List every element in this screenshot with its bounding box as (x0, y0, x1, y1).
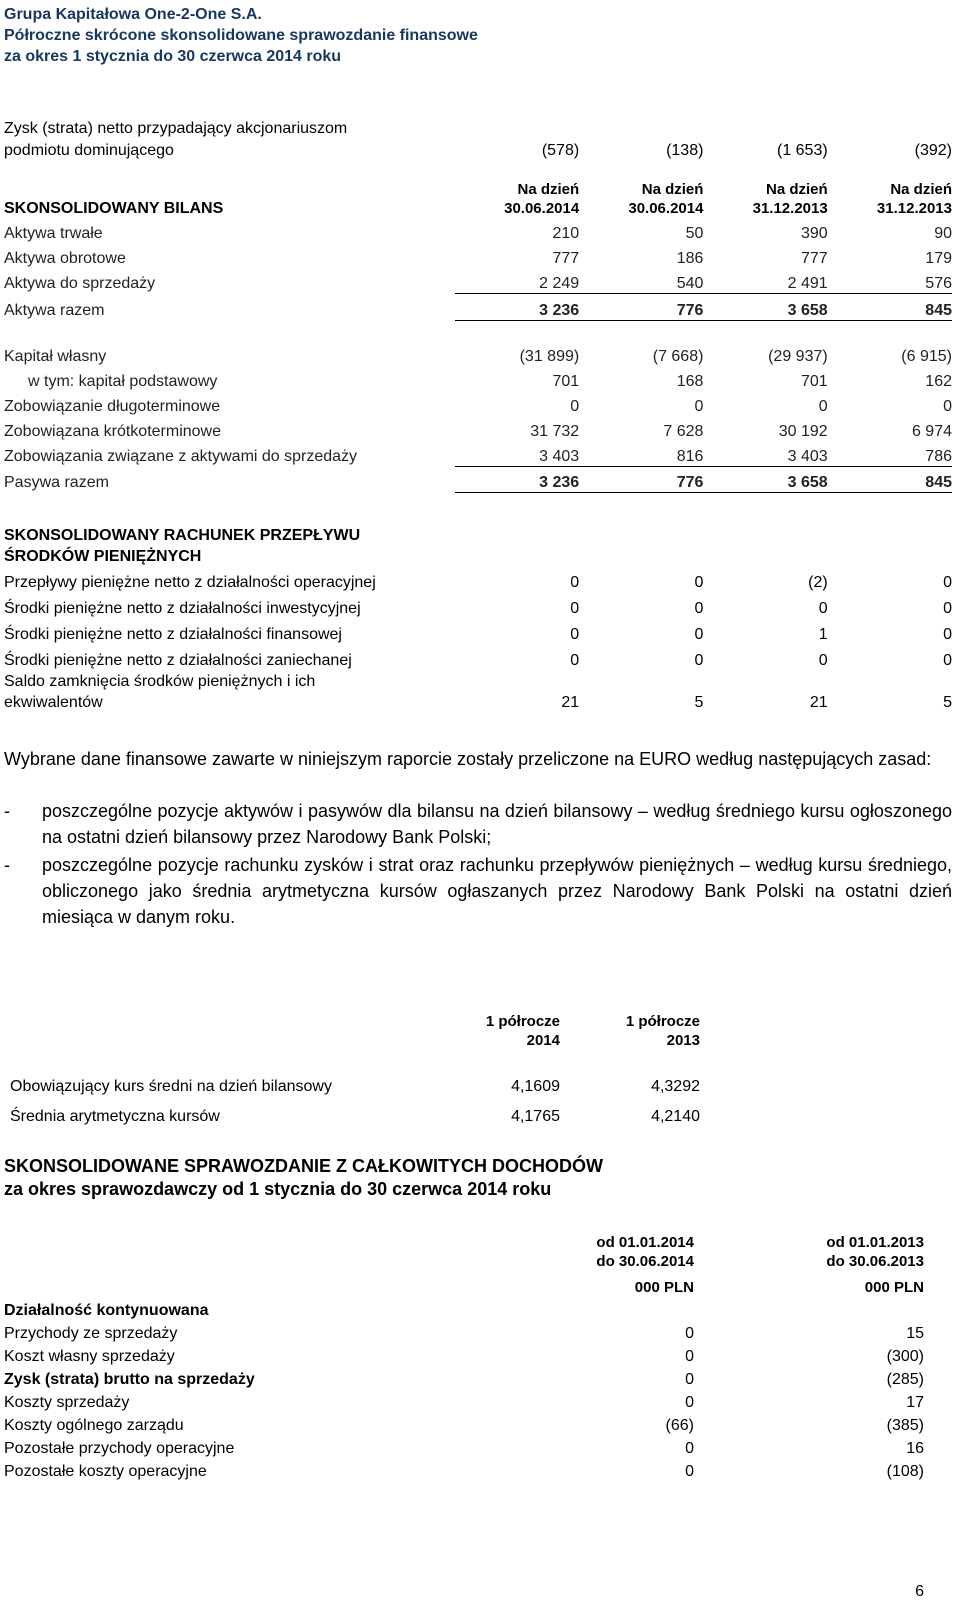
table-row (10, 1096, 700, 1126)
report-period: za okres 1 stycznia do 30 czerwca 2014 roku (4, 48, 342, 65)
cell: (2) (808, 574, 828, 591)
cashflow-title-line2: ŚRODKÓW PIENIĘŻNYCH (4, 548, 202, 565)
cell: 786 (828, 441, 952, 466)
col-label: od 01.01.2014 (596, 1234, 694, 1251)
row-label: Pozostałe przychody operacyjne (4, 1440, 235, 1457)
col-label: 1 półrocze (625, 1013, 700, 1030)
cell: 776 (579, 293, 703, 320)
income-title: SKONSOLIDOWANE SPRAWOZDANIE Z CAŁKOWITYCH DOCHODÓW (4, 1156, 603, 1176)
cell: 186 (676, 250, 704, 267)
cell: 4,1765 (511, 1108, 560, 1125)
balance-table (4, 118, 952, 712)
exchange-rates-table (10, 1006, 700, 1126)
row-label: Średnia arytmetyczna kursów (10, 1108, 220, 1125)
result-label-line1: Zysk (strata) netto przypadający akcjonariuszom (4, 120, 348, 137)
cell: 7 628 (663, 423, 704, 440)
cell: 30 192 (778, 423, 828, 440)
rule-text: poszczególne pozycje aktywów i pasywów dla bilansu na dzień bilansowy – według średniego kursu ogłoszonego na ostatni dzień bilansowy przez Narodowy Bank Polski; (42, 801, 952, 847)
cell: 0 (685, 1440, 694, 1457)
table-row (4, 1458, 924, 1481)
table-row (4, 524, 952, 545)
table-row (4, 1412, 924, 1435)
table-row (4, 618, 952, 644)
col-label: 1 półrocze (485, 1013, 560, 1030)
table-row (4, 466, 952, 492)
result-value: (138) (666, 142, 704, 159)
cell: (300) (886, 1348, 924, 1365)
cell: 179 (925, 250, 952, 267)
col-label: do 30.06.2014 (596, 1253, 694, 1270)
row-label: Aktywa trwałe (4, 225, 103, 242)
cell: 21 (809, 694, 828, 711)
table-row (4, 592, 952, 618)
cell: 0 (818, 600, 828, 617)
cell: (285) (886, 1371, 924, 1388)
cell: 0 (685, 1325, 694, 1342)
cell: 701 (552, 373, 580, 390)
table-row (4, 691, 952, 712)
cell: 0 (818, 652, 828, 669)
cell: 3 403 (703, 441, 827, 466)
cell: 0 (570, 600, 580, 617)
col-date: 31.12.2013 (752, 200, 828, 217)
cell: 5 (694, 694, 704, 711)
cell: 0 (570, 626, 580, 643)
cell: 390 (800, 225, 828, 242)
bullet-dash: - (4, 801, 10, 821)
report-title: Półroczne skrócone skonsolidowane sprawozdanie finansowe (4, 27, 478, 44)
cell: 0 (694, 652, 704, 669)
cell: 0 (685, 1348, 694, 1365)
row-label: Pozostałe koszty operacyjne (4, 1463, 207, 1480)
company-name: Grupa Kapitałowa One-2-One S.A. (4, 6, 262, 23)
row-label: Obowiązujący kurs średni na dzień bilansowy (10, 1078, 332, 1095)
row-label: ekwiwalentów (4, 694, 103, 711)
cell: 0 (694, 600, 704, 617)
cell: 701 (800, 373, 828, 390)
cell: 0 (943, 652, 952, 669)
row-label: Saldo zamknięcia środków pieniężnych i ich (4, 673, 316, 690)
table-row (4, 341, 952, 366)
row-label: Zobowiązana krótkoterminowe (4, 423, 221, 440)
cell: 540 (579, 268, 703, 293)
table-row (4, 1389, 924, 1412)
cell: (385) (886, 1417, 924, 1434)
col-year: 2014 (526, 1032, 560, 1049)
section-label: Działalność kontynuowana (4, 1302, 209, 1319)
cell: 845 (828, 466, 952, 492)
cell: (6 915) (901, 348, 952, 365)
cell: 1 (818, 626, 828, 643)
table-row (4, 218, 952, 243)
table-row (4, 1435, 924, 1458)
cell: 5 (943, 694, 952, 711)
unit-label: 000 PLN (634, 1279, 694, 1296)
table-row (4, 416, 952, 441)
cell: 0 (694, 626, 704, 643)
row-label: w tym: kapitał podstawowy (28, 373, 218, 390)
cell: 816 (579, 441, 703, 466)
cell: 4,1609 (511, 1078, 560, 1095)
cell: 0 (943, 600, 952, 617)
result-label-line2: podmiotu dominującego (4, 142, 174, 159)
cell: 90 (934, 225, 952, 242)
row-label: Aktywa obrotowe (4, 250, 126, 267)
row-label: Zobowiązanie długoterminowe (4, 398, 221, 415)
table-row (4, 1343, 924, 1366)
table-row (4, 391, 952, 416)
col-label: od 01.01.2013 (826, 1234, 924, 1251)
row-label: Przepływy pieniężne netto z działalności operacyjnej (4, 574, 376, 591)
cell: 845 (828, 293, 952, 320)
cell: 4,3292 (651, 1078, 700, 1095)
col-label: do 30.06.2013 (826, 1253, 924, 1270)
table-row (4, 441, 952, 466)
table-row (10, 1075, 700, 1096)
cell: 2 249 (455, 268, 579, 293)
cell: 0 (818, 398, 828, 415)
cell: 0 (570, 574, 580, 591)
rule-text: poszczególne pozycje rachunku zysków i strat oraz rachunku przepływów pieniężnych – według kursu średniego, obliczonego jako średnia arytmetyczna kursów ogłaszanych przez Narodowy Bank Polski na ostatni dzień miesiąca w danym roku. (42, 855, 952, 927)
cell: 0 (943, 626, 952, 643)
table-row (4, 118, 952, 138)
row-label: Koszty ogólnego zarządu (4, 1417, 184, 1434)
table-row (4, 243, 952, 268)
balance-header-row (4, 180, 952, 218)
cell: 168 (676, 373, 704, 390)
table-row (4, 1320, 924, 1343)
cell: 0 (685, 1371, 694, 1388)
unit-label: 000 PLN (864, 1279, 924, 1296)
cell: (7 668) (652, 348, 704, 365)
cell: 50 (685, 225, 704, 242)
col-label: Na dzień (890, 181, 952, 198)
conversion-rule-2 (4, 852, 952, 930)
row-label: Aktywa razem (4, 302, 105, 319)
row-label: Zobowiązania związane z aktywami do sprzedaży (4, 448, 358, 465)
cell: 0 (685, 1394, 694, 1411)
table-row (4, 670, 952, 691)
table-row (4, 1297, 924, 1320)
col-date: 31.12.2013 (876, 200, 952, 217)
cell: 3 236 (455, 466, 579, 492)
table-row (4, 644, 952, 670)
rates-header-row (10, 1006, 700, 1050)
income-statement-table (4, 1233, 924, 1481)
col-year: 2013 (666, 1032, 700, 1049)
row-label: Koszt własny sprzedaży (4, 1348, 175, 1365)
cell: 3 236 (455, 293, 579, 320)
cell: 0 (570, 398, 580, 415)
result-value: (1 653) (776, 142, 828, 159)
table-row (4, 566, 952, 592)
cell: 0 (685, 1463, 694, 1480)
table-row (4, 366, 952, 391)
cell: 15 (906, 1325, 924, 1342)
row-label: Pasywa razem (4, 474, 109, 491)
row-label: Środki pieniężne netto z działalności zaniechanej (4, 652, 352, 669)
bullet-dash: - (4, 855, 10, 875)
cell: (108) (886, 1463, 924, 1480)
cell: 576 (828, 268, 952, 293)
conversion-intro: Wybrane dane finansowe zawarte w niniejszym raporcie zostały przeliczone na EURO według następujących zasad: (4, 749, 932, 769)
page-number: 6 (915, 1583, 924, 1600)
row-label: Środki pieniężne netto z działalności inwestycyjnej (4, 600, 361, 617)
cashflow-title-line1: SKONSOLIDOWANY RACHUNEK PRZEPŁYWU (4, 527, 361, 544)
cell: 776 (579, 466, 703, 492)
cell: 777 (552, 250, 580, 267)
income-header-row (4, 1233, 924, 1271)
conversion-rule-1 (4, 798, 952, 850)
cell: 0 (694, 574, 704, 591)
cell: 21 (561, 694, 580, 711)
col-date: 30.06.2014 (504, 200, 580, 217)
col-label: Na dzień (517, 181, 580, 198)
table-row (4, 138, 952, 160)
cell: 0 (943, 574, 952, 591)
table-row (4, 545, 952, 566)
row-label: Koszty sprzedaży (4, 1394, 130, 1411)
row-label: Przychody ze sprzedaży (4, 1325, 178, 1342)
result-value: (578) (541, 142, 580, 159)
row-label: Środki pieniężne netto z działalności finansowej (4, 626, 342, 643)
cell: (66) (665, 1417, 694, 1434)
cell: 0 (694, 398, 704, 415)
result-value: (392) (914, 142, 952, 159)
cell: 0 (943, 398, 952, 415)
cell: 17 (906, 1394, 924, 1411)
cell: 4,2140 (651, 1108, 700, 1125)
cell: 2 491 (703, 268, 827, 293)
cell: 777 (800, 250, 828, 267)
cell: 3 403 (455, 441, 579, 466)
income-subtitle: za okres sprawozdawczy od 1 stycznia do 30 czerwca 2014 roku (4, 1179, 552, 1199)
cell: 6 974 (911, 423, 952, 440)
document-header (4, 4, 478, 67)
col-date: 30.06.2014 (628, 200, 704, 217)
table-row (4, 268, 952, 293)
cell: 3 658 (703, 466, 827, 492)
cell: (31 899) (519, 348, 580, 365)
col-label: Na dzień (766, 181, 828, 198)
row-label: Aktywa do sprzedaży (4, 275, 156, 292)
col-label: Na dzień (641, 181, 704, 198)
balance-title: SKONSOLIDOWANY BILANS (4, 200, 224, 217)
row-label: Zysk (strata) brutto na sprzedaży (4, 1371, 255, 1388)
cell: 162 (925, 373, 952, 390)
cell: 3 658 (703, 293, 827, 320)
cell: 0 (570, 652, 580, 669)
cell: (29 937) (768, 348, 828, 365)
table-row (4, 293, 952, 320)
cell: 16 (906, 1440, 924, 1457)
cell: 31 732 (530, 423, 580, 440)
cell: 210 (552, 225, 580, 242)
unit-row (4, 1271, 924, 1297)
table-row (4, 1366, 924, 1389)
row-label: Kapitał własny (4, 348, 107, 365)
